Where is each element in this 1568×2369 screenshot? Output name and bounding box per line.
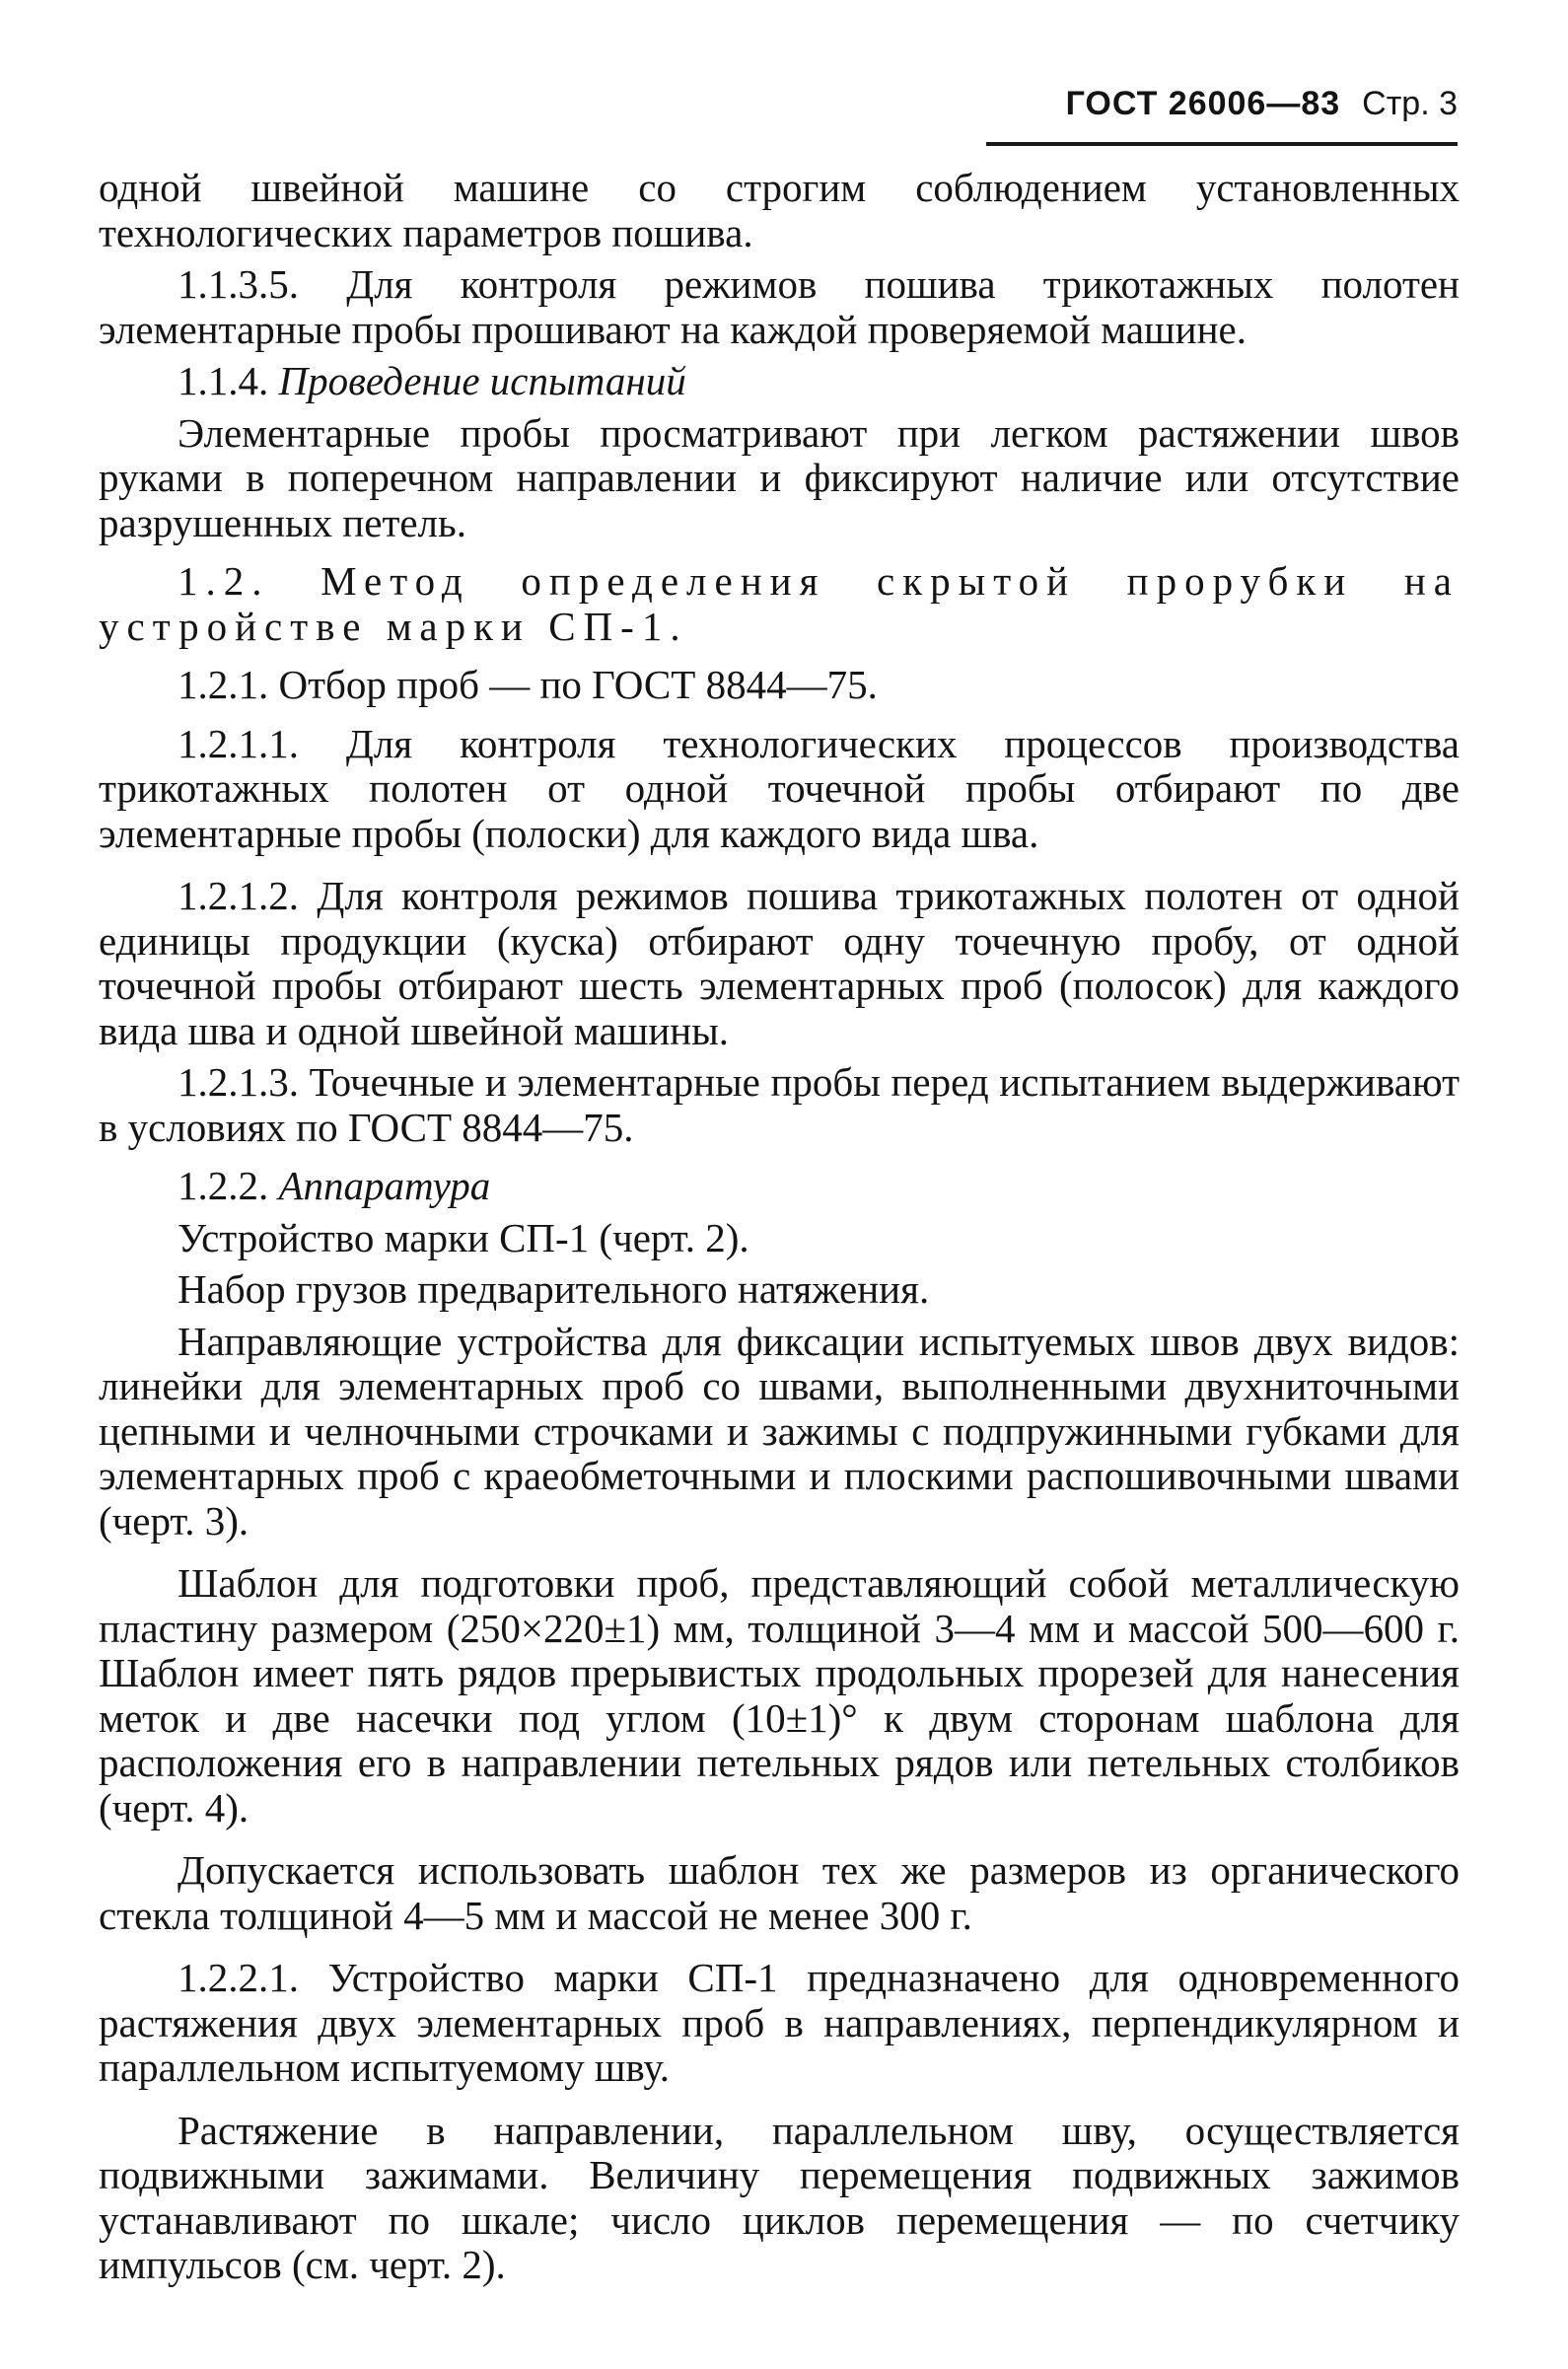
paragraph-continuation: одной швейной машине со строгим соблюдением установленных технологических параметров пошива. [99, 165, 1460, 255]
body-text [99, 166, 1460, 2288]
paragraph-stretching: Растяжение в направлении, параллельном шву, осуществляется подвижными зажимами. Величину перемещения подвижных зажимов устанавливают по шкале; число циклов перемещения — по счетчику импульсов (см. черт. 2). [99, 2107, 1460, 2287]
paragraph-testing: Элементарные пробы просматривают при легком растяжении швов руками в поперечном направлении и фиксируют наличие или отсутствие разрушенных петель. [99, 409, 1460, 545]
paragraph-template: Шаблон для подготовки проб, представляющий собой металлическую пластину размером (250×220±1) мм, толщиной 3—4 мм и массой 500—600 г. Шаблон имеет пять рядов прерывистых продольных прорезей для нанесения меток и две насечки под углом (10±1)° к двум сторонам шаблона для расположения его в направлении петельных рядов или петельных столбиков (черт. 4). [99, 1560, 1460, 1831]
section-title: Аппаратура [278, 1163, 491, 1208]
section-number: 1.1.4. [178, 358, 269, 403]
standard-number: ГОСТ 26006—83 [1065, 85, 1341, 122]
section-heading-1-2-2 [99, 1164, 1460, 1209]
paragraph-device: Устройство марки СП-1 (черт. 2). [178, 1214, 749, 1260]
paragraph-guides: Направляющие устройства для фиксации испытуемых швов двух видов: линейки для элементарных проб со швами, выполненными двухниточными цепными и челночными строчками и зажимы с подпружинными губками для элементарных проб с краеобметочными и плоскими распошивочными швами (черт. 3). [99, 1318, 1460, 1543]
section-heading-1-1-4 [99, 359, 1460, 404]
paragraph-1-2-2-1: 1.2.2.1. Устройство марки СП-1 предназначено для одновременного растяжения двух элементарных проб в направлениях, перпендикулярном и параллельном испытуемому шву. [99, 1955, 1460, 2090]
paragraph-template-alt: Допускается использовать шаблон тех же размеров из органического стекла толщиной 4—5 мм и массой не менее 300 г. [99, 1847, 1460, 1938]
paragraph-1-1-3-5: 1.1.3.5. Для контроля режимов пошива трикотажных полотен элементарные пробы прошивают на каждой проверяемой машине. [99, 261, 1460, 352]
page-number: Стр. 3 [1362, 85, 1458, 122]
page-header [986, 85, 1458, 146]
paragraph-1-2-1-3: 1.2.1.3. Точечные и элементарные пробы перед испытанием выдерживают в условиях по ГОСТ 8844—75. [99, 1059, 1460, 1150]
paragraph-1-2-1: 1.2.1. Отбор проб — по ГОСТ 8844—75. [178, 662, 878, 707]
paragraph-weights: Набор грузов предварительного натяжения. [178, 1266, 930, 1312]
paragraph-1-2-1-1: 1.2.1.1. Для контроля технологических процессов производства трикотажных полотен от одной точечной пробы отбирают по две элементарные пробы (полоски) для каждого вида шва. [99, 720, 1460, 856]
section-number: 1.2.2. [178, 1163, 269, 1208]
section-title: Проведение испытаний [278, 358, 686, 403]
paragraph-1-2-1-2: 1.2.1.2. Для контроля режимов пошива трикотажных полотен от одной единицы продукции (куска) отбирают одну точечную пробу, от одной точечной пробы отбирают шесть элементарных проб (полосок) для каждого вида шва и одной швейной машины. [99, 873, 1460, 1053]
method-heading-1-2: 1.2. Метод определения скрытой прорубки на устройстве марки СП-1. [99, 558, 1460, 649]
